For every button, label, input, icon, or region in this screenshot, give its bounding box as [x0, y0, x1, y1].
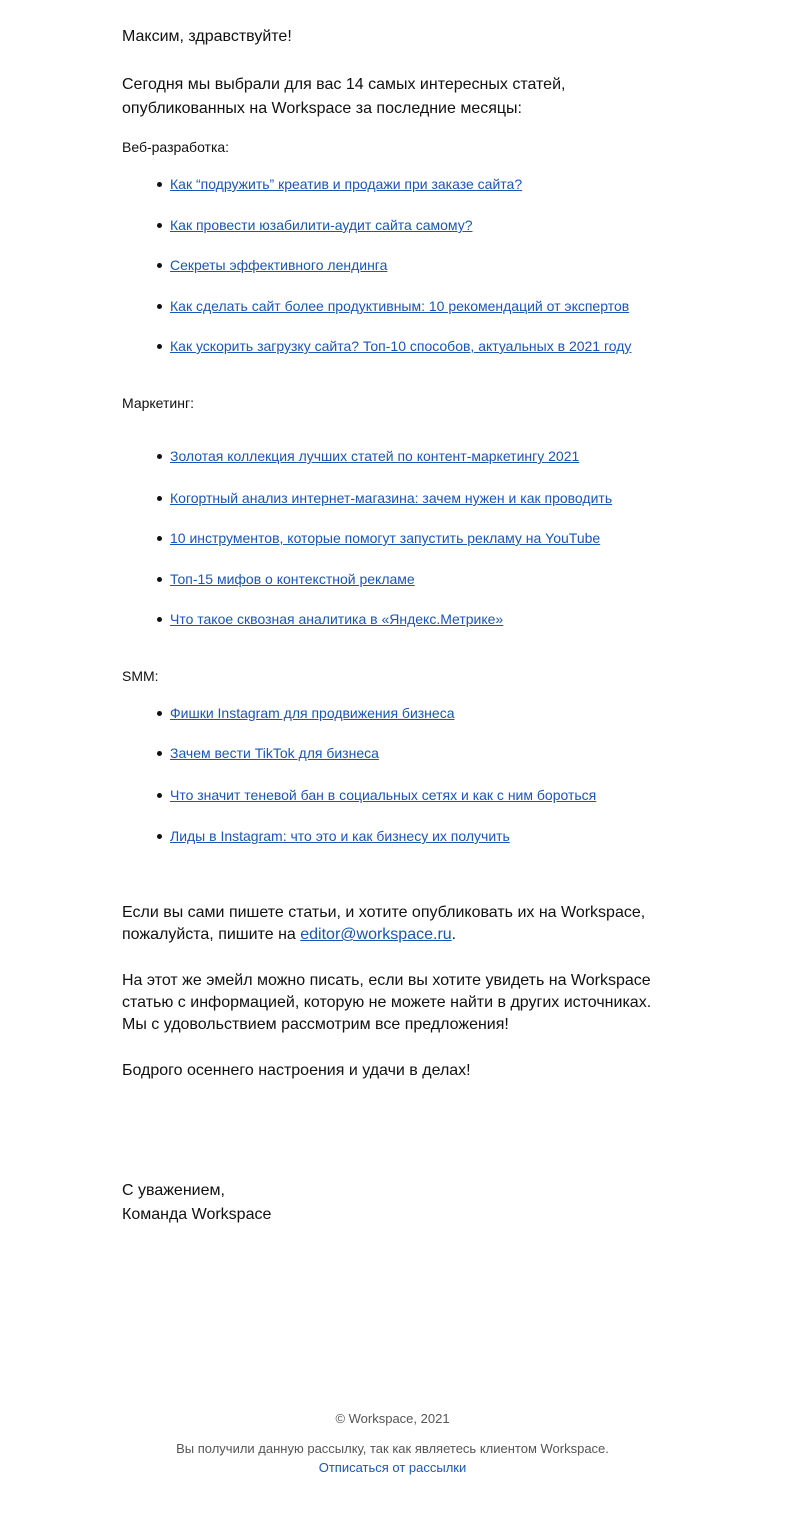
article-link[interactable]: Как “подружить” креатив и продажи при заказе сайта?	[170, 176, 523, 192]
article-link[interactable]: Как сделать сайт более продуктивным: 10 рекомендаций от экспертов	[170, 298, 630, 314]
authors-paragraph	[122, 902, 667, 946]
signature-line-1: С уважением,	[122, 1182, 225, 1199]
intro-text: Сегодня мы выбрали для вас 14 самых интересных статей, опубликованных на Workspace за последние месяцы:	[122, 76, 566, 117]
authors-text-end: .	[451, 926, 457, 943]
footer-copyright: © Workspace, 2021	[335, 1411, 450, 1426]
article-link[interactable]: Фишки Instagram для продвижения бизнеса	[170, 705, 455, 721]
section-title-web: Веб-разработка:	[122, 139, 230, 155]
list-item	[170, 786, 596, 804]
article-link[interactable]: Лиды в Instagram: что это и как бизнесу их получить	[170, 828, 510, 844]
authors-text: Если вы сами пишете статьи, и хотите опубликовать их на Workspace, пожалуйста, пишите на	[122, 904, 646, 943]
signature-line-2: Команда Workspace	[122, 1206, 272, 1223]
list-item	[170, 744, 379, 762]
footer-unsubscribe	[0, 1458, 785, 1477]
article-link[interactable]: Секреты эффективного лендинга	[170, 257, 388, 273]
footer-reason: Вы получили данную рассылку, так как являетесь клиентом Workspace.	[176, 1441, 609, 1456]
list-item	[170, 489, 612, 507]
list-item	[170, 297, 629, 315]
greeting: Максим, здравствуйте!	[122, 28, 292, 45]
article-link[interactable]: Как провести юзабилити-аудит сайта самому?	[170, 217, 473, 233]
signature	[122, 1179, 667, 1227]
article-link[interactable]: Как ускорить загрузку сайта? Топ-10 способов, актуальных в 2021 году	[170, 338, 632, 354]
article-link[interactable]: Что значит теневой бан в социальных сетях и как с ним бороться	[170, 787, 597, 803]
suggest-paragraph: На этот же эмейл можно писать, если вы хотите увидеть на Workspace статью с информацией, которую не можете найти в других источниках. Мы с удовольствием рассмотрим все предложения!	[122, 972, 652, 1033]
list-item	[170, 256, 387, 274]
wish-text: Бодрого осеннего настроения и удачи в делах!	[122, 1062, 471, 1079]
list-item	[170, 610, 503, 628]
article-link[interactable]: Зачем вести TikTok для бизнеса	[170, 745, 379, 761]
list-item	[170, 704, 454, 722]
list-item	[170, 570, 415, 588]
article-link[interactable]: Топ-15 мифов о контекстной рекламе	[170, 571, 415, 587]
unsubscribe-link[interactable]: Отписаться от рассылки	[318, 1460, 467, 1475]
list-item	[170, 529, 600, 547]
article-link[interactable]: Золотая коллекция лучших статей по контент-маркетингу 2021	[170, 448, 580, 464]
list-item	[170, 337, 631, 355]
list-item	[170, 175, 522, 193]
section-title-marketing: Маркетинг:	[122, 395, 194, 411]
editor-email-link[interactable]: editor@workspace.ru	[300, 926, 452, 943]
section-title-smm: SMM:	[122, 668, 159, 684]
article-link[interactable]: Что такое сквозная аналитика в «Яндекс.Метрике»	[170, 611, 504, 627]
list-item	[170, 216, 472, 234]
article-link[interactable]: 10 инструментов, которые помогут запустить рекламу на YouTube	[170, 530, 601, 546]
article-link[interactable]: Когортный анализ интернет-магазина: зачем нужен и как проводить	[170, 490, 613, 506]
list-item	[170, 827, 510, 845]
list-item	[170, 447, 579, 465]
